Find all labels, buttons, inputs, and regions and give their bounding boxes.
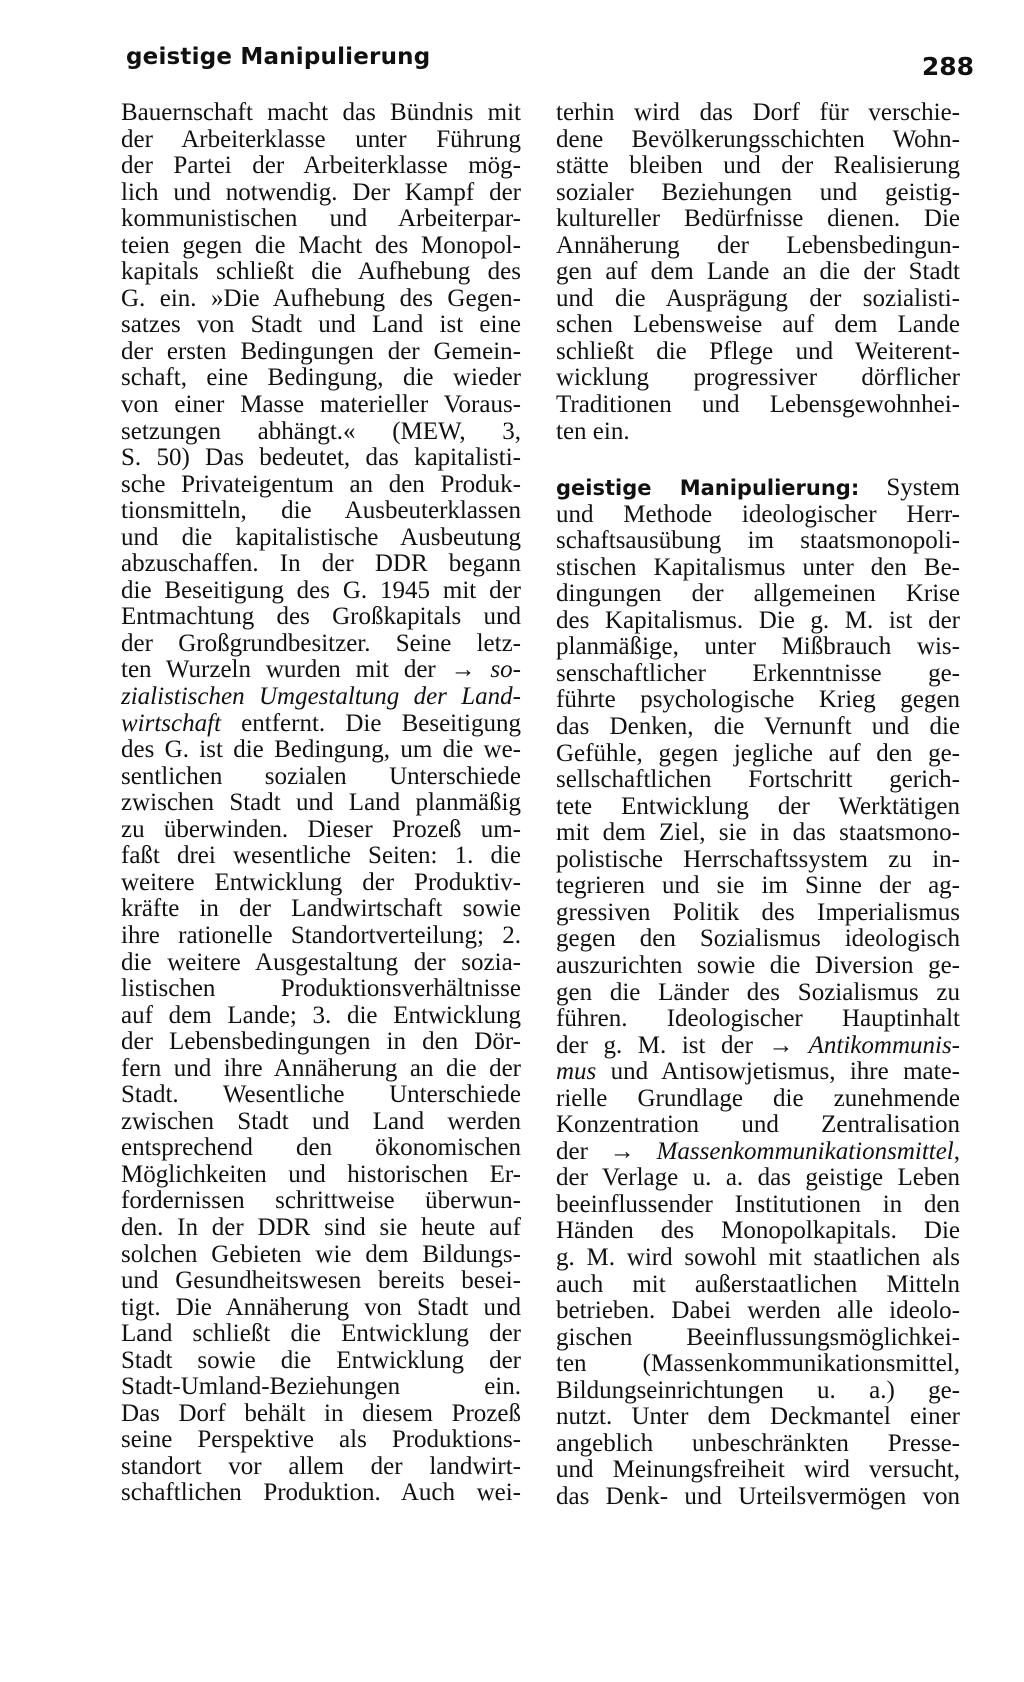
text-line <box>121 950 521 977</box>
text-segment: stätte bleiben und der Realisierung <box>556 153 960 180</box>
text-line <box>121 1268 521 1295</box>
text-segment: gen auf dem Lande an die der Stadt <box>556 259 960 286</box>
text-segment: tionsmitteln, die Ausbeuterklassen <box>121 498 521 525</box>
text-line <box>556 794 960 821</box>
text-line <box>556 953 960 980</box>
text-segment: schließt die Pflege und Weiterent- <box>556 338 960 365</box>
left-column <box>121 100 521 1507</box>
text-line <box>121 339 521 366</box>
text-segment: Das Dorf behält in diesem Prozeß <box>121 1400 521 1427</box>
text-line <box>556 900 960 927</box>
text-line <box>121 1295 521 1322</box>
text-segment: der Verlage u. a. das geistige Leben <box>556 1165 960 1192</box>
text-line <box>556 820 960 847</box>
cross-reference: mus <box>556 1059 597 1086</box>
text-segment: führen. Ideologischer Hauptinhalt <box>556 1006 960 1033</box>
text-line <box>556 528 960 555</box>
text-line <box>556 339 960 366</box>
text-segment: schaft, eine Bedingung, die wieder <box>121 365 521 392</box>
text-line <box>121 286 521 313</box>
text-line <box>556 1484 960 1511</box>
text-segment: kultureller Bedürfnisse dienen. Die <box>556 206 960 233</box>
text-segment: Bauernschaft macht das Bündnis mit <box>121 100 521 126</box>
text-line <box>121 233 521 260</box>
text-segment: führte psychologische Krieg gegen <box>556 687 960 714</box>
text-segment: stischen Kapitalismus unter den Be- <box>556 554 960 581</box>
text-segment: die Beseitigung des G. 1945 mit der <box>121 577 521 604</box>
text-segment: sentlichen sozialen Unterschiede <box>121 763 521 790</box>
text-segment: gischen Beeinflussungsmöglichkei- <box>556 1324 960 1351</box>
text-segment: tete Entwicklung der Werktätigen <box>556 793 960 820</box>
text-segment: der ersten Bedingungen der Gemein- <box>121 338 521 365</box>
text-segment: und Methode ideologischer Herr- <box>556 501 960 528</box>
text-segment: zu überwinden. Dieser Prozeß um- <box>121 816 521 843</box>
text-line <box>121 1427 521 1454</box>
text-segment: entsprechend den ökonomischen <box>121 1135 521 1162</box>
text-segment: der Lebensbedingungen in den Dör- <box>121 1029 521 1056</box>
text-line <box>556 392 960 419</box>
text-line <box>121 259 521 286</box>
text-segment: das Denk- und Urteilsvermögen von <box>556 1483 960 1510</box>
text-line <box>556 100 960 127</box>
text-segment: und Antisowjetismus, ihre mate- <box>596 1059 960 1086</box>
text-line <box>121 684 521 711</box>
text-line <box>556 206 960 233</box>
text-line <box>556 1298 960 1325</box>
text-segment: und Gesundheitswesen bereits besei- <box>121 1268 521 1295</box>
text-line <box>121 127 521 154</box>
text-segment: gen die Länder des Sozialismus zu <box>556 979 960 1006</box>
text-line <box>556 419 960 446</box>
text-segment: satzes von Stadt und Land ist eine <box>121 312 521 339</box>
text-line <box>121 100 521 127</box>
text-segment: der Arbeiterklasse unter Führung <box>121 126 521 153</box>
text-segment: schaftsausübung im staatsmonopoli- <box>556 528 960 555</box>
entry-headword: geistige Manipulierung: <box>556 476 860 501</box>
text-line <box>121 498 521 525</box>
text-segment: Konzentration und Zentralisation <box>556 1112 960 1139</box>
text-line <box>121 419 521 446</box>
text-line <box>121 843 521 870</box>
text-segment: kräfte in der Landwirtschaft sowie <box>121 896 521 923</box>
entry-first-line-text: System <box>859 475 960 502</box>
entry-gap <box>556 445 960 475</box>
text-line <box>556 661 960 688</box>
text-segment: sozialer Beziehungen und geistig- <box>556 179 960 206</box>
text-line <box>556 1139 960 1166</box>
text-line <box>121 657 521 684</box>
text-line <box>121 1056 521 1083</box>
text-line <box>556 365 960 392</box>
text-line <box>556 767 960 794</box>
text-segment: und die kapitalistische Ausbeutung <box>121 524 521 551</box>
text-segment: beeinflussender Institutionen in den <box>556 1191 960 1218</box>
text-line <box>556 581 960 608</box>
text-segment: lich und notwendig. Der Kampf der <box>121 179 521 206</box>
text-line <box>121 1454 521 1481</box>
text-line <box>556 608 960 635</box>
text-line <box>556 714 960 741</box>
text-segment: entfernt. Die Beseitigung <box>221 710 521 737</box>
cross-reference: → Antikommunis- <box>768 1032 960 1059</box>
text-segment: der Großgrundbesitzer. Seine letz- <box>121 630 521 657</box>
text-line <box>121 976 521 1003</box>
text-line <box>556 1404 960 1431</box>
text-segment: auszurichten sowie die Diversion ge- <box>556 952 960 979</box>
text-line <box>556 1272 960 1299</box>
text-segment: nutzt. Unter dem Deckmantel einer <box>556 1404 960 1431</box>
text-line <box>121 1162 521 1189</box>
text-segment: polistische Herrschaftssystem zu in- <box>556 846 960 873</box>
text-segment: Stadt. Wesentliche Unterschiede <box>121 1082 521 1109</box>
text-line <box>121 764 521 791</box>
text-line <box>121 711 521 738</box>
text-segment: mit dem Ziel, sie in das staatsmono- <box>556 820 960 847</box>
text-segment: G. ein. »Die Aufhebung des Gegen- <box>121 285 521 312</box>
text-segment: standort vor allem der landwirt- <box>121 1453 521 1480</box>
text-segment: teien gegen die Macht des Monopol- <box>121 232 521 259</box>
text-line <box>121 153 521 180</box>
text-segment: fordernissen schrittweise überwun- <box>121 1188 521 1215</box>
text-line <box>556 1431 960 1458</box>
text-line <box>556 926 960 953</box>
text-line <box>556 1112 960 1139</box>
text-line <box>121 896 521 923</box>
text-line <box>121 1029 521 1056</box>
text-line <box>121 1242 521 1269</box>
text-line <box>121 817 521 844</box>
cross-reference: zialistischen Umgestaltung der Land- <box>121 684 521 711</box>
text-line <box>556 1218 960 1245</box>
text-line <box>121 1003 521 1030</box>
text-segment: tigt. Die Annäherung von Stadt und <box>121 1294 521 1321</box>
text-line <box>121 1480 521 1507</box>
text-line <box>121 604 521 631</box>
text-line <box>121 392 521 419</box>
text-segment: , <box>953 1138 960 1165</box>
text-segment: setzungen abhängt.« (MEW, 3, <box>121 418 521 445</box>
text-line <box>121 923 521 950</box>
text-segment: weitere Entwicklung der Produktiv- <box>121 869 521 896</box>
cross-reference: → Massenkommunikationsmittel <box>609 1138 954 1165</box>
text-line <box>556 980 960 1007</box>
text-line <box>556 153 960 180</box>
text-line <box>556 1351 960 1378</box>
text-segment: rielle Grundlage die zunehmende <box>556 1085 960 1112</box>
text-segment: gegen den Sozialismus ideologisch <box>556 926 960 953</box>
text-line <box>121 551 521 578</box>
text-line <box>556 741 960 768</box>
left-column-text <box>121 100 521 1507</box>
text-line <box>121 525 521 552</box>
text-line <box>556 634 960 661</box>
text-line <box>121 631 521 658</box>
text-segment: fern und ihre Annäherung an die der <box>121 1055 521 1082</box>
text-segment: die weitere Ausgestaltung der sozia- <box>121 949 521 976</box>
text-segment: S. 50) Das bedeutet, das kapitalisti- <box>121 445 521 472</box>
text-line <box>121 1188 521 1215</box>
text-line <box>556 555 960 582</box>
text-segment: Möglichkeiten und historischen Er- <box>121 1161 521 1188</box>
text-line <box>556 873 960 900</box>
text-line <box>121 1348 521 1375</box>
text-segment: den. In der DDR sind sie heute auf <box>121 1214 521 1241</box>
text-segment: ten (Massenkommunikationsmittel, <box>556 1351 960 1378</box>
continued-paragraph <box>556 100 960 445</box>
text-line <box>556 687 960 714</box>
text-line <box>556 127 960 154</box>
text-segment: ihre rationelle Standortverteilung; 2. <box>121 922 521 949</box>
text-segment: Händen des Monopolkapitals. Die <box>556 1218 960 1245</box>
text-line <box>556 1086 960 1113</box>
text-line <box>556 312 960 339</box>
text-line <box>121 312 521 339</box>
text-line <box>556 1378 960 1405</box>
text-line <box>556 259 960 286</box>
text-segment: terhin wird das Dorf für verschie- <box>556 100 960 126</box>
text-segment: seine Perspektive als Produktions- <box>121 1427 521 1454</box>
text-segment: listischen Produktionsverhältnisse <box>121 976 521 1003</box>
text-segment: Bildungseinrichtungen u. a.) ge- <box>556 1377 960 1404</box>
text-line <box>121 445 521 472</box>
page-number: 288 <box>921 52 974 81</box>
text-segment: Land schließt die Entwicklung der <box>121 1321 521 1348</box>
text-segment: das Denken, die Vernunft und die <box>556 714 960 741</box>
text-line <box>121 1215 521 1242</box>
text-line <box>556 502 960 529</box>
text-line <box>121 206 521 233</box>
text-segment: dene Bevölkerungsschichten Wohn- <box>556 126 960 153</box>
text-line <box>121 1135 521 1162</box>
text-line <box>556 1033 960 1060</box>
text-segment: und die Ausprägung der sozialisti- <box>556 285 960 312</box>
text-line <box>556 233 960 260</box>
text-line <box>121 1321 521 1348</box>
text-line <box>556 1325 960 1352</box>
text-line <box>556 1059 960 1086</box>
text-segment: Stadt sowie die Entwicklung der <box>121 1347 521 1374</box>
text-line <box>121 578 521 605</box>
text-segment: auf dem Lande; 3. die Entwicklung <box>121 1002 521 1029</box>
text-line <box>556 1245 960 1272</box>
text-segment: und Meinungsfreiheit wird versucht, <box>556 1457 960 1484</box>
entry-paragraph <box>556 502 960 1511</box>
text-segment: schen Lebensweise auf dem Lande <box>556 312 960 339</box>
text-segment: angeblich unbeschränkten Presse- <box>556 1430 960 1457</box>
right-column <box>556 100 960 1510</box>
text-line <box>556 1457 960 1484</box>
text-line <box>121 1109 521 1136</box>
text-segment: solchen Gebieten wie dem Bildungs- <box>121 1241 521 1268</box>
text-line <box>556 180 960 207</box>
text-line <box>556 1192 960 1219</box>
text-line <box>121 365 521 392</box>
cross-reference: wirtschaft <box>121 710 222 737</box>
text-segment: zwischen Stadt und Land planmäßig <box>121 790 521 817</box>
text-segment: auch mit außerstaatlichen Mitteln <box>556 1271 960 1298</box>
text-line <box>121 737 521 764</box>
text-segment: senschaftlicher Erkenntnisse ge- <box>556 660 960 687</box>
text-segment: betrieben. Dabei werden alle ideolo- <box>556 1298 960 1325</box>
text-segment: Stadt-Umland-Beziehungen ein. <box>121 1374 521 1401</box>
text-segment: der Partei der Arbeiterklasse mög- <box>121 153 521 180</box>
text-segment: Gefühle, gegen jegliche auf den ge- <box>556 740 960 767</box>
text-line <box>121 472 521 499</box>
text-segment: der g. M. ist der <box>556 1032 769 1059</box>
text-segment: sche Privateigentum an den Produk- <box>121 471 521 498</box>
text-line <box>121 180 521 207</box>
text-segment: Entmachtung des Großkapitals und <box>121 604 521 631</box>
text-line <box>121 1374 521 1401</box>
text-segment: faßt drei wesentliche Seiten: 1. die <box>121 843 521 870</box>
text-segment: Annäherung der Lebensbedingun- <box>556 232 960 259</box>
text-segment: g. M. wird sowohl mit staatlichen als <box>556 1244 960 1271</box>
text-segment: kommunistischen und Arbeiterpar- <box>121 206 521 233</box>
text-line <box>556 847 960 874</box>
text-segment: Traditionen und Lebensgewohnhei- <box>556 392 960 419</box>
entry-first-line <box>556 475 960 502</box>
text-segment: kapitals schließt die Aufhebung des <box>121 259 521 286</box>
text-segment: wicklung progressiver dörflicher <box>556 365 960 392</box>
text-segment: ten Wurzeln wurden mit der <box>121 657 451 684</box>
text-line <box>121 790 521 817</box>
text-segment: dingungen der allgemeinen Krise <box>556 581 960 608</box>
text-segment: tegrieren und sie im Sinne der ag- <box>556 873 960 900</box>
text-segment: des Kapitalismus. Die g. M. ist der <box>556 607 960 634</box>
running-head: geistige Manipulierung <box>126 44 431 70</box>
text-segment: planmäßige, unter Mißbrauch wis- <box>556 634 960 661</box>
text-line <box>121 870 521 897</box>
text-line <box>121 1401 521 1428</box>
text-line <box>556 1165 960 1192</box>
cross-reference: → so- <box>450 657 521 684</box>
text-line <box>556 1006 960 1033</box>
text-segment: von einer Masse materieller Voraus- <box>121 392 521 419</box>
text-segment: der <box>556 1138 610 1165</box>
text-segment: gressiven Politik des Imperialismus <box>556 899 960 926</box>
text-segment: sellschaftlichen Fortschritt gerich- <box>556 767 960 794</box>
text-segment: zwischen Stadt und Land werden <box>121 1108 521 1135</box>
text-line <box>121 1082 521 1109</box>
text-segment: abzuschaffen. In der DDR begann <box>121 551 521 578</box>
text-segment: ten ein. <box>556 418 630 445</box>
text-line <box>556 286 960 313</box>
text-segment: des G. ist die Bedingung, um die we- <box>121 737 521 764</box>
text-segment: schaftlichen Produktion. Auch wei- <box>121 1480 521 1507</box>
